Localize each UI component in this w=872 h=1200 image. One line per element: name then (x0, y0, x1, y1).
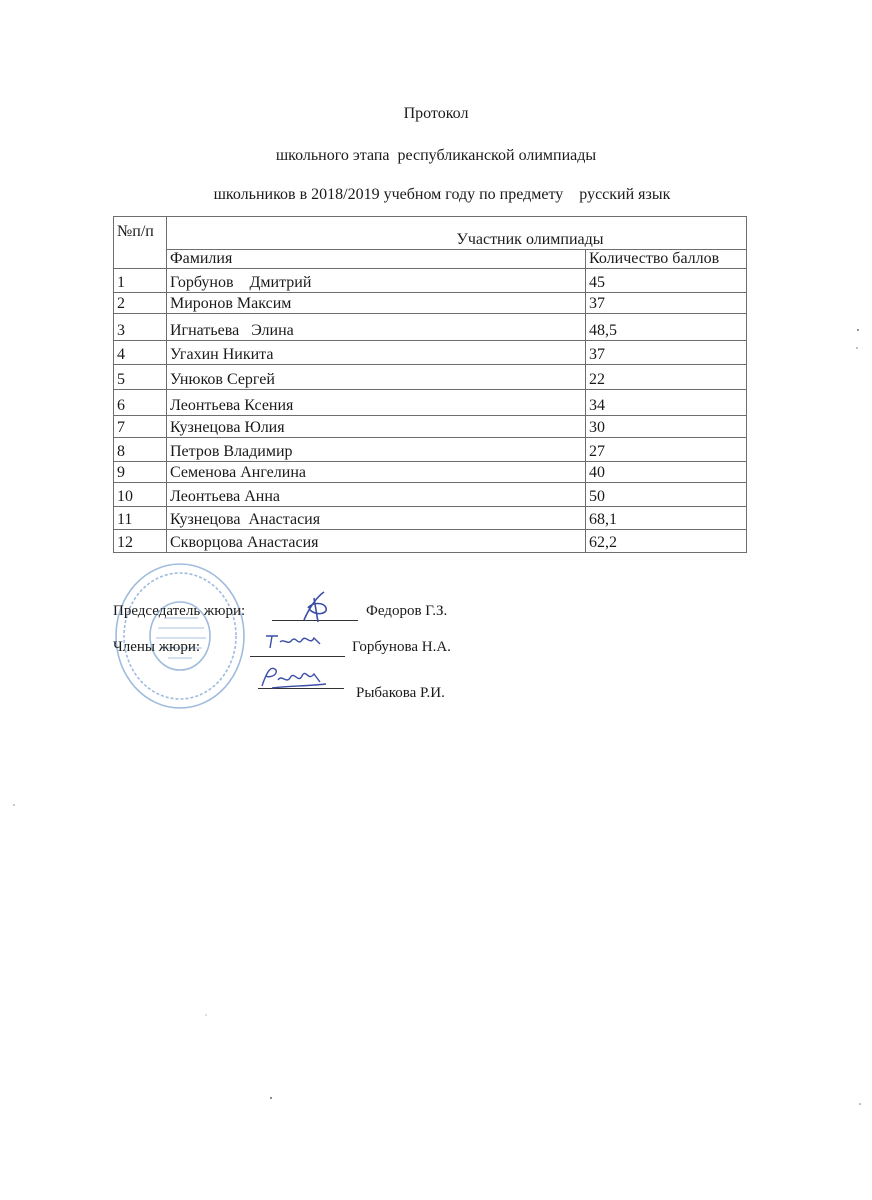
participant-name: Леонтьева Ксения (167, 390, 586, 416)
row-number: 5 (114, 365, 167, 390)
chair-name: Федоров Г.З. (366, 603, 448, 619)
participant-score: 37 (586, 341, 747, 365)
participant-score: 62,2 (586, 530, 747, 553)
participant-name: Петров Владимир (167, 438, 586, 462)
document-subject-line: школьников в 2018/2019 учебном году по предмету русский язык (213, 186, 671, 203)
participant-name: Горбунов Дмитрий (167, 269, 586, 293)
members-label: Члены жюри: (113, 639, 201, 655)
participant-name: Скворцова Анастасия (167, 530, 586, 553)
participant-score: 48,5 (586, 314, 747, 341)
participant-score: 37 (586, 293, 747, 314)
participant-name: Угахин Никита (167, 341, 586, 365)
participant-name: Леонтьева Анна (167, 483, 586, 507)
header-score: Количество баллов (586, 250, 747, 269)
participant-score: 45 (586, 269, 747, 293)
participant-name: Миронов Максим (167, 293, 586, 314)
participant-score: 40 (586, 462, 747, 483)
member2-name: Рыбакова Р.И. (356, 685, 445, 701)
row-number: 10 (114, 483, 167, 507)
row-number: 7 (114, 416, 167, 438)
row-number: 9 (114, 462, 167, 483)
participant-name: Кузнецова Анастасия (167, 507, 586, 530)
row-number: 11 (114, 507, 167, 530)
row-number: 4 (114, 341, 167, 365)
row-number: 1 (114, 269, 167, 293)
row-number: 6 (114, 390, 167, 416)
participant-name: Семенова Ангелина (167, 462, 586, 483)
chair-label: Председатель жюри: (113, 603, 246, 619)
participant-score: 27 (586, 438, 747, 462)
document-title: Протокол (403, 105, 469, 122)
header-number: №п/п (114, 217, 167, 269)
header-participant: Участник олимпиады (167, 217, 747, 250)
header-surname: Фамилия (167, 250, 586, 269)
participant-name: Кузнецова Юлия (167, 416, 586, 438)
participant-score: 50 (586, 483, 747, 507)
participant-name: Унюков Сергей (167, 365, 586, 390)
participant-score: 30 (586, 416, 747, 438)
participant-score: 34 (586, 390, 747, 416)
row-number: 3 (114, 314, 167, 341)
participant-name: Игнатьева Элина (167, 314, 586, 341)
row-number: 8 (114, 438, 167, 462)
row-number: 2 (114, 293, 167, 314)
row-number: 12 (114, 530, 167, 553)
participant-score: 22 (586, 365, 747, 390)
document-subtitle: школьного этапа республиканской олимпиады (275, 147, 597, 164)
participant-score: 68,1 (586, 507, 747, 530)
member1-name: Горбунова Н.А. (352, 639, 451, 655)
